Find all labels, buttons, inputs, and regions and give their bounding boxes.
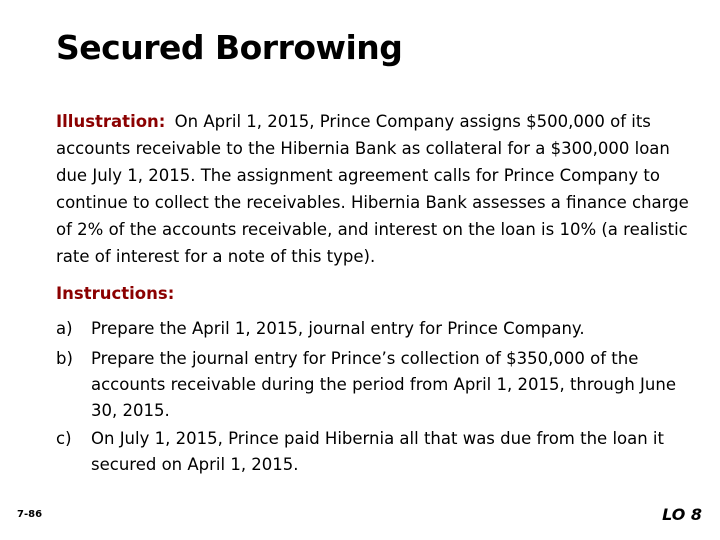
instruction-text-b: Prepare the journal entry for Prince’s collection of $350,000 of the accounts receivable during the period from April 1, 2015, through June 30, 2015. (91, 349, 676, 420)
instruction-marker-b: b) (56, 349, 73, 368)
illustration-paragraph (56, 108, 696, 270)
slide-number: 7-86 (17, 509, 43, 520)
learning-objective-label: LO 8 (662, 505, 702, 524)
instruction-text-c: On July 1, 2015, Prince paid Hibernia all that was due from the loan it secured on April 1, 2015. (91, 429, 664, 474)
instruction-marker-a: a) (56, 319, 73, 338)
instruction-item-c (56, 426, 696, 478)
illustration-text: On April 1, 2015, Prince Company assigns $500,000 of its accounts receivable to the Hibernia Bank as collateral for a $300,000 loan due July 1, 2015. The assignment agreement calls for Prince Company to continue to collect the receivables. Hibernia Bank assesses a finance charge of 2% of the accounts receivable, and interest on the loan is 10% (a realistic rate of interest for a note of this type). (56, 112, 689, 266)
instruction-text-a: Prepare the April 1, 2015, journal entry for Prince Company. (91, 319, 585, 338)
illustration-label: Illustration: (56, 112, 166, 131)
instruction-item-a (56, 316, 696, 342)
instruction-item-b (56, 346, 696, 424)
instructions-label: Instructions: (56, 284, 175, 303)
slide-title: Secured Borrowing (56, 28, 403, 67)
instruction-marker-c: c) (56, 429, 72, 448)
